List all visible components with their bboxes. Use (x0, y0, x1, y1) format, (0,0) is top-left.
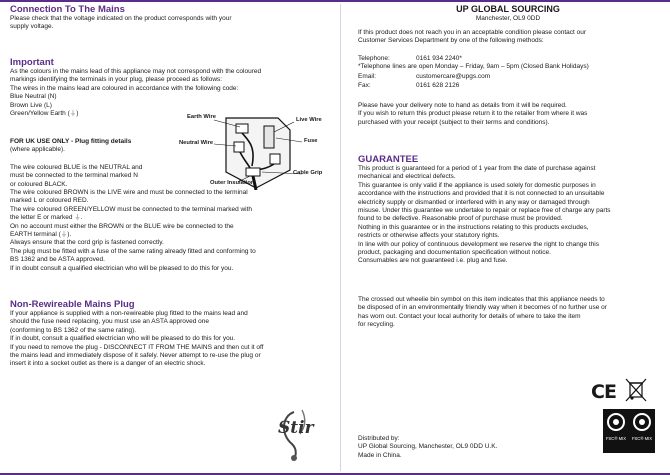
text-line: If you wish to return this product please return it to the retailer from where it was (358, 110, 588, 118)
text-line: purchased with your receipt (subject to their terms and conditions). (358, 118, 550, 126)
contact-fax: Fax: 0161 628 2126 (358, 82, 460, 89)
text-line: or coloured BLACK. (10, 180, 68, 188)
heading-connection: Connection To The Mains (10, 4, 125, 15)
text-line: markings identifying the terminals in your plug, please proceed as follows: (10, 76, 223, 84)
text-line: Please check that the voltage indicated on the product corresponds with your (10, 15, 232, 22)
text-line: Brown Live (L) (10, 101, 52, 109)
page-divider (340, 4, 341, 471)
text-line: If in doubt consult a qualified electrician who will be pleased to do this for you. (10, 264, 234, 272)
text-line: restricts or otherwise affects your statutory rights. (358, 232, 500, 240)
text-line: Customer Services Department by one of the following methods: (358, 37, 544, 45)
text-line: be disposed of in an environmentally friendly way when it becomes of no further use or (358, 304, 607, 312)
contact-hours: *Telephone lines are open Monday – Friday, 9am – 5pm (Closed Bank Holidays) (358, 63, 589, 70)
text-line: Please have your delivery note to hand as details from it will be required. (358, 102, 567, 109)
text-line: If this product does not reach you in an acceptable condition please contact our (358, 29, 587, 36)
text-line: accordance with the instructions and provided that it is not connected to an unsuitable (358, 190, 605, 198)
text-line: marked L or coloured RED. (10, 197, 89, 205)
recycling-mark-right (629, 409, 655, 453)
made-in: Made in China. (358, 451, 402, 459)
label-earth-wire: Earth Wire (187, 114, 216, 120)
text-line: The wire coloured BROWN is the LIVE wire and must be connected to the terminal (10, 189, 248, 196)
text-line: If in doubt, consult a qualified electrician who will be pleased to do this for you. (10, 335, 236, 343)
text-line: This guarantee is only valid if the appliance is used solely for domestic purposes in (358, 181, 596, 189)
fsc-label-left: FSC® MIX (605, 436, 627, 441)
label-outer-insulation: Outer Insulation (210, 180, 255, 186)
text-line: (conforming to BS 1362 of the same rating). (10, 326, 137, 334)
heading-guarantee: GUARANTEE (358, 154, 419, 165)
text-line: mechanical and electrical defects. (358, 173, 456, 181)
contact-telephone: Telephone: 0161 934 2240* (358, 55, 462, 62)
recycle-arrows-icon (604, 410, 628, 434)
text-line: the letter E or marked ⏚. (10, 214, 83, 222)
text-line: If your appliance is supplied with a non-rewireable plug fitted to the mains lead and (10, 310, 248, 317)
text-line: In line with our policy of continuous development we reserve the right to change this (358, 240, 599, 248)
text-line: Nothing in this guarantee or in the instructions relating to this products excludes, (358, 223, 589, 231)
weee-bin-icon (624, 377, 648, 403)
heading-important: Important (10, 57, 54, 68)
text-line: has worn out. Contact your local authority for details of where to take the item (358, 312, 581, 320)
text-line: The wires in the mains lead are coloured in accordance with the following code: (10, 84, 239, 92)
ce-mark: CE (591, 381, 616, 403)
text-line: Blue Neutral (N) (10, 93, 57, 101)
text-line: should the fuse need replacing, you must use an ASTA approved one (10, 318, 209, 326)
text-line: Consumables are not guaranteed i.e. plug and fuse. (358, 257, 508, 265)
plug-note: FOR UK USE ONLY - Plug fitting details (10, 138, 132, 145)
distributed-by-address: UP Global Sourcing, Manchester, OL9 0DD U.K. (358, 443, 498, 451)
distributed-by-label: Distributed by: (358, 435, 400, 442)
text-line: The wire coloured BLUE is the NEUTRAL and (10, 164, 143, 171)
stir-logo (272, 404, 316, 462)
text-line: On no account must either the BROWN or the BLUE wire be connected to the (10, 222, 234, 230)
recycle-arrows-icon (630, 410, 654, 434)
text-line: insert it into a socket outlet as there is a danger of an electric shock. (10, 360, 206, 368)
text-line: (where applicable). (10, 146, 65, 154)
contact-email: Email: customercare@upgs.com (358, 73, 491, 80)
text-line: found to be defective. Reasonable proof of purchase must be provided. (358, 215, 563, 223)
text-line: As the colours in the mains lead of this appliance may not correspond with the coloured (10, 68, 262, 75)
text-line: This product is guaranteed for a period of 1 year from the date of purchase against (358, 165, 596, 172)
text-line: Always ensure that the cord grip is fastened correctly. (10, 239, 164, 247)
company-name: UP GLOBAL SOURCING (456, 4, 560, 14)
text-line: EARTH terminal (⏚). (10, 231, 72, 239)
recycling-mark-left (603, 409, 629, 453)
label-cable-grip: Cable Grip (293, 170, 323, 176)
label-fuse: Fuse (304, 138, 318, 144)
text-line: supply voltage. (10, 23, 54, 31)
text-line: misuse. Under this guarantee we undertake to repair or replace free of charge any parts (358, 207, 611, 215)
label-neutral-wire: Neutral Wire (179, 140, 214, 146)
text-line: product, packaging and documentation specification without notice. (358, 249, 551, 257)
text-line: If you need to remove the plug - DISCONNECT IT FROM THE MAINS and then cut it off (10, 343, 264, 351)
logo-text: Stir (278, 418, 314, 438)
heading-non-rewireable: Non-Rewireable Mains Plug (10, 299, 135, 310)
text-line: The wire coloured GREEN/YELLOW must be connected to the terminal marked with (10, 205, 253, 213)
plug-diagram (178, 108, 328, 190)
text-line: The plug must be fitted with a fuse of the same rating already fitted and conforming to (10, 247, 256, 255)
label-live-wire: Live Wire (296, 117, 322, 123)
text-line: The crossed out wheelie bin symbol on this item indicates that this appliance needs to (358, 296, 605, 303)
company-address: Manchester, OL9 0DD (475, 15, 541, 22)
fsc-label-right: FSC® MIX (631, 436, 653, 441)
left-column (10, 0, 328, 475)
text-line: the mains lead and immediately dispose of it safely. Never attempt to re-use the plug or (10, 352, 261, 360)
text-line: BS 1362 and be ASTA approved. (10, 256, 105, 264)
text-line: Green/Yellow Earth (⏚) (10, 110, 79, 118)
text-line: must be connected to the terminal marked N (10, 172, 138, 180)
text-line: for recycling. (358, 321, 395, 329)
right-column (358, 0, 658, 475)
text-line: electricity supply or dismantled or interfered with in any way or damaged through (358, 198, 590, 206)
wheelie-bin-symbol (624, 377, 648, 403)
